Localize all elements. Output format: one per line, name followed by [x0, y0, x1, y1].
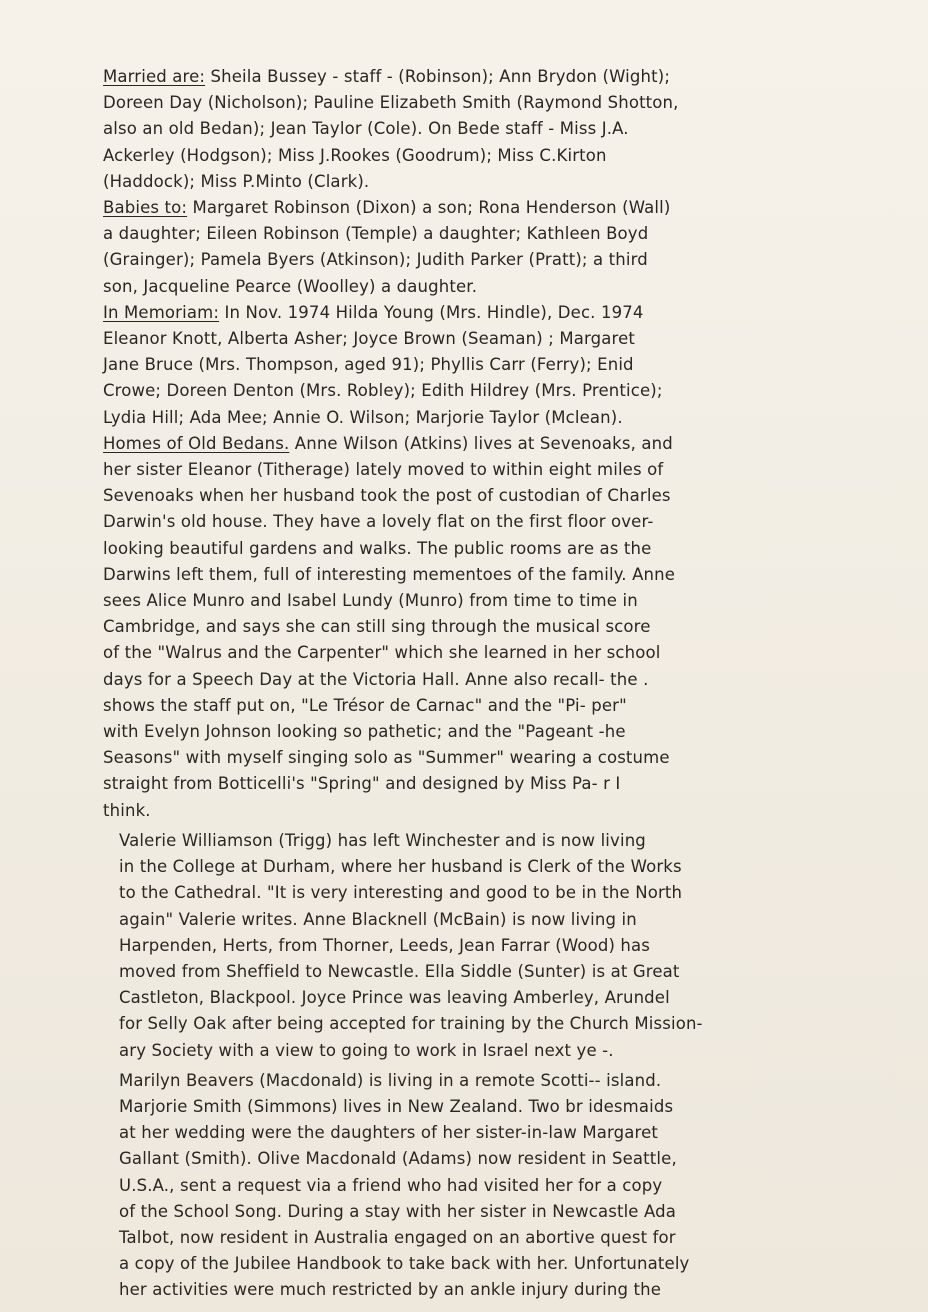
babies-paragraph — [103, 195, 823, 300]
text-line: son, Jacqueline Pearce (Woolley) a daughter. — [103, 276, 478, 296]
text-line: a copy of the Jubilee Handbook to take back with her. Unfortunately — [119, 1254, 690, 1274]
homes-paragraph — [103, 431, 823, 824]
text-line: shows the staff put on, "Le Trésor de Carnac" and the "Pi- per" — [103, 695, 627, 715]
text-line: Valerie Williamson (Trigg) has left Winchester and is now living — [119, 830, 646, 850]
text-line: Darwin's old house. They have a lovely flat on the first floor over- — [103, 512, 654, 532]
text-line: also an old Bedan); Jean Taylor (Cole). On Bede staff - Miss J.A. — [103, 119, 629, 139]
text-line: U.S.A., sent a request via a friend who had visited her for a copy — [119, 1175, 663, 1195]
text-line: of the School Song. During a stay with her sister in Newcastle Ada — [119, 1201, 677, 1221]
text-line: Cambridge, and says she can still sing through the musical score — [103, 617, 651, 637]
text-line: Darwins left them, full of interesting mementoes of the family. Anne — [103, 564, 676, 584]
text-line: Doreen Day (Nicholson); Pauline Elizabeth Smith (Raymond Shotton, — [103, 93, 679, 113]
text-line: In Memoriam: In Nov. 1974 Hilda Young (Mrs. Hindle), Dec. 1974 — [103, 302, 644, 322]
text-line: Married are: Sheila Bussey - staff - (Robinson); Ann Brydon (Wight); — [103, 67, 671, 86]
text-line: Castleton, Blackpool. Joyce Prince was leaving Amberley, Arundel — [119, 988, 670, 1008]
text-line: Marjorie Smith (Simmons) lives in New Zealand. Two br idesmaids — [119, 1096, 674, 1116]
married-paragraph — [103, 64, 823, 195]
text-line: in the College at Durham, where her husband is Clerk of the Works — [119, 857, 682, 877]
text-line: ary Society with a view to going to work in Israel next ye -. — [119, 1040, 614, 1060]
memoriam-heading: In Memoriam: — [103, 302, 220, 322]
text-line: sees Alice Munro and Isabel Lundy (Munro) from time to time in — [103, 591, 638, 611]
text-line: Marilyn Beavers (Macdonald) is living in a remote Scotti-- island. — [119, 1070, 662, 1090]
article-body — [103, 64, 823, 1304]
homes-heading: Homes of Old Bedans. — [103, 433, 290, 453]
text-line: (Haddock); Miss P.Minto (Clark). — [103, 171, 370, 191]
text-line: Lydia Hill; Ada Mee; Annie O. Wilson; Marjorie Taylor (Mclean). — [103, 407, 623, 427]
text-line: think. — [103, 800, 151, 820]
text-line: for Selly Oak after being accepted for training by the Church Mission- — [119, 1014, 703, 1034]
text-line: to the Cathedral. "It is very interesting and good to be in the North — [119, 883, 683, 903]
married-heading: Married are: — [103, 67, 206, 86]
marilyn-paragraph — [103, 1068, 823, 1304]
text-line: Talbot, now resident in Australia engaged on an abortive quest for — [119, 1227, 676, 1247]
text-line: Seasons" with myself singing solo as "Summer" wearing a costume — [103, 748, 670, 768]
text-line: Harpenden, Herts, from Thorner, Leeds, Jean Farrar (Wood) has — [119, 935, 651, 955]
text-line: her sister Eleanor (Titherage) lately moved to within eight miles of — [103, 460, 664, 480]
text-line: Eleanor Knott, Alberta Asher; Joyce Brown (Seaman) ; Margaret — [103, 329, 635, 349]
text-line: looking beautiful gardens and walks. The public rooms are as the — [103, 538, 652, 558]
text-line: Homes of Old Bedans. Anne Wilson (Atkins) lives at Sevenoaks, and — [103, 433, 673, 453]
text-line: Babies to: Margaret Robinson (Dixon) a son; Rona Henderson (Wall) — [103, 198, 671, 218]
text-line: Jane Bruce (Mrs. Thompson, aged 91); Phyllis Carr (Ferry); Enid — [103, 355, 634, 375]
text-line: Ackerley (Hodgson); Miss J.Rookes (Goodrum); Miss C.Kirton — [103, 145, 607, 165]
text-line: with Evelyn Johnson looking so pathetic; and the "Pageant -he — [103, 722, 626, 742]
text-line: Crowe; Doreen Denton (Mrs. Robley); Edith Hildrey (Mrs. Prentice); — [103, 381, 663, 401]
text-line: her activities were much restricted by an ankle injury during the — [119, 1280, 662, 1300]
text-line: a daughter; Eileen Robinson (Temple) a daughter; Kathleen Boyd — [103, 224, 649, 244]
text-line: moved from Sheffield to Newcastle. Ella Siddle (Sunter) is at Great — [119, 961, 680, 981]
text-line: at her wedding were the daughters of her sister-in-law Margaret — [119, 1123, 659, 1143]
text-line: again" Valerie writes. Anne Blacknell (McBain) is now living in — [119, 909, 637, 929]
memoriam-paragraph — [103, 300, 823, 431]
text-line: of the "Walrus and the Carpenter" which she learned in her school — [103, 643, 661, 663]
valerie-paragraph — [103, 828, 823, 1064]
text-line: (Grainger); Pamela Byers (Atkinson); Judith Parker (Pratt); a third — [103, 250, 648, 270]
text-line: straight from Botticelli's "Spring" and designed by Miss Pa- r I — [103, 774, 621, 794]
text-line: Sevenoaks when her husband took the post of custodian of Charles — [103, 486, 671, 506]
text-line: Gallant (Smith). Olive Macdonald (Adams) now resident in Seattle, — [119, 1149, 677, 1169]
text-line: days for a Speech Day at the Victoria Hall. Anne also recall- the . — [103, 669, 649, 689]
babies-heading: Babies to: — [103, 198, 188, 218]
